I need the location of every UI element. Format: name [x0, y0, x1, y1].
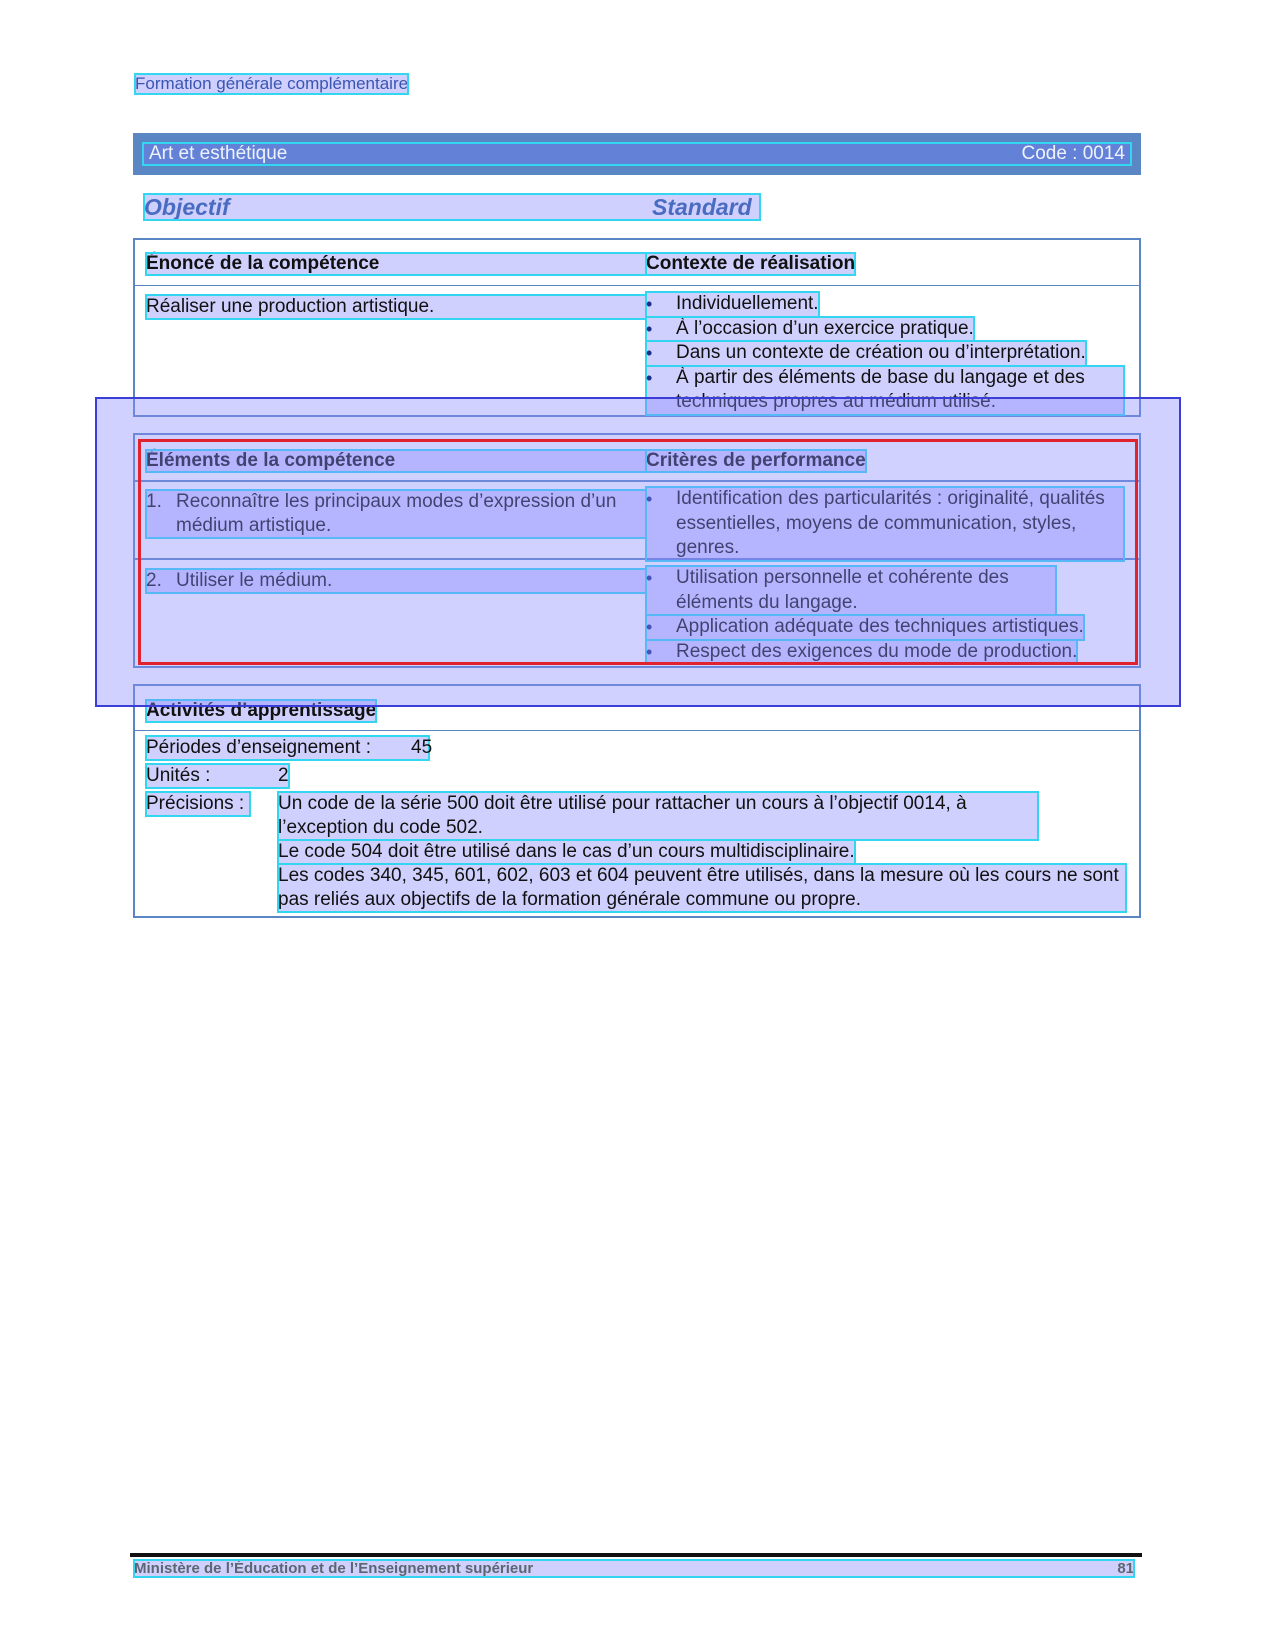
page-number: 81 [1117, 1560, 1134, 1577]
element-text: Reconnaître les principaux modes d’expression d’un médium artistique. [176, 491, 617, 536]
enonce-header: Énoncé de la compétence [146, 253, 646, 275]
precision-item: Un code de la série 500 doit être utilisé pour rattacher un cours à l’objectif 0014, à l’exception du code 502. [278, 792, 1038, 840]
objective-code: Code : 0014 [1021, 143, 1125, 164]
enonce-text: Réaliser une production artistique. [146, 295, 646, 319]
contexte-item: • Dans un contexte de création ou d’interprétation. [646, 341, 1086, 366]
critere-item: • Application adéquate des techniques artistiques. [646, 615, 1084, 640]
footer [134, 1560, 1134, 1577]
activites-box [133, 684, 1141, 918]
standard-label: Standard [652, 194, 752, 220]
critere-item: • Utilisation personnelle et cohérente des éléments du langage. [646, 566, 1056, 615]
precisions-list [278, 792, 1126, 912]
periodes-value: 45 [411, 737, 433, 758]
document-header: Formation générale complémentaire [135, 74, 409, 93]
criteres-header: Critères de performance [646, 450, 866, 471]
unites-value: 2 [278, 765, 289, 786]
element-text: Utiliser le médium. [176, 570, 333, 591]
contexte-item: • À partir des éléments de base du langage et des techniques propres au médium utilisé. [646, 366, 1124, 415]
elements-header: Éléments de la compétence [146, 450, 646, 472]
focus-outline [138, 439, 1138, 665]
precision-item: Le code 504 doit être utilisé dans le cas d’un cours multidisciplinaire. [278, 841, 855, 862]
objectif-label: Objectif [144, 194, 230, 220]
footer-rule [130, 1553, 1142, 1557]
periodes-row [146, 736, 433, 760]
contexte-item: • À l’occasion d’un exercice pratique. [646, 317, 974, 342]
subject-title: Art et esthétique [149, 143, 288, 164]
contexte-item: • Individuellement. [646, 292, 819, 317]
precisions-label: Précisions : [146, 792, 250, 816]
critere-item: • Identification des particularités : originalité, qualités essentielles, moyens de communication, styles, genres. [646, 487, 1124, 561]
competence-box [133, 238, 1141, 417]
unites-row [146, 764, 289, 788]
contexte-header: Contexte de réalisation [646, 253, 856, 274]
precision-item: Les codes 340, 345, 601, 602, 603 et 604 peuvent être utilisés, dans la mesure où les cours ne sont pas reliés aux objectifs de la formation générale commune ou propre. [278, 864, 1126, 912]
activites-header: Activités d’apprentissage [146, 700, 377, 721]
unites-label: Unités : [146, 765, 211, 786]
critere-item: • Respect des exigences du mode de production. [646, 640, 1077, 665]
element-number: 2. [146, 570, 162, 591]
periodes-label: Périodes d’enseignement : [146, 737, 371, 758]
element-number: 1. [146, 491, 162, 512]
title-bar [133, 133, 1141, 175]
section-labels [144, 194, 760, 220]
footer-ministry: Ministère de l’Éducation et de l’Enseignement supérieur [134, 1560, 534, 1577]
